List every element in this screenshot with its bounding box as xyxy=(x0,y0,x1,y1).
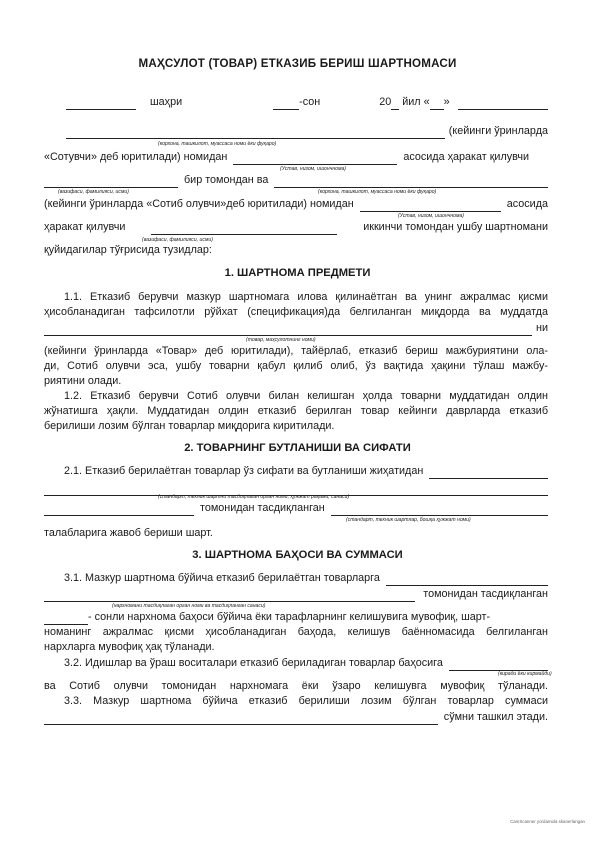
hint-buyer-basis: (Устав, низом, ишончнома) xyxy=(398,213,464,219)
parties-line-3 xyxy=(44,173,548,188)
standard-organ-blank[interactable] xyxy=(44,505,194,516)
packaging-blank[interactable] xyxy=(449,660,548,671)
s1-line-2: ҳисобланадиган тафсилотли рўйхат (спецификация)да белгиланган миқдорда ва муддатда xyxy=(44,306,548,318)
s3-line-8: 3.3. Мазкур шартнома бўйича етказиб берилиши лозим бўлган товарлар суммаси xyxy=(64,695,548,707)
hint-buyer-org: (корхона, ташкилот, муассаса номи ёки фуқаро) xyxy=(318,189,437,195)
month-blank[interactable] xyxy=(458,99,548,110)
s1-line-6: риятини олади. xyxy=(44,375,122,387)
parties-text-3: бир томондан ва xyxy=(184,174,269,186)
s1-line-3 xyxy=(44,321,548,336)
price-organ-blank-1[interactable] xyxy=(386,575,548,586)
document-title: МАҲСУЛОТ (ТОВАР) ЕТКАЗИБ БЕРИШ ШАРТНОМАСИ xyxy=(138,57,457,70)
s1-line-1: 1.1. Етказиб берувчи мазкур шартномага илова қилинаётган ва унинг ажралмас қисми xyxy=(64,291,548,303)
s3-text-9: сўмни ташкил этади. xyxy=(443,711,548,723)
day-blank[interactable] xyxy=(430,99,444,110)
s1-line-8: жўнатишга ҳақли. Муддатидан олдин етказиб берилган товар кейинги даврларда етказиб xyxy=(44,405,548,417)
price-organ-blank-2[interactable] xyxy=(44,591,415,602)
seller-rep-blank[interactable] xyxy=(44,177,178,188)
parties-text-4a: (кейинги ўринларда «Сотиб олувчи»деб юритилади) номидан xyxy=(44,198,354,210)
s3-line-4: номанинг ажралмас қисми ҳисобланадиган баҳода, келишув баённомасида белгиланган xyxy=(44,626,548,638)
s1-line-9: берилиши лозим бўлган товарлар миқдорига киритилади. xyxy=(44,420,335,432)
s3-line-1 xyxy=(44,571,548,586)
seller-name-blank[interactable] xyxy=(66,128,445,139)
parties-line-6: қуйидагилар тўғрисида тузидлар: xyxy=(44,244,212,256)
hint-seller-basis: (Устав, низом, ишончнома) xyxy=(280,166,346,172)
hint-price-organ: (нархномани тасдиқлаган орган номи ва тасдиқланган санаси) xyxy=(112,603,266,609)
total-sum-blank[interactable] xyxy=(44,714,438,725)
s2-text-1: 2.1. Етказиб берилаётган товарлар ўз сифати ва бутланиши жиҳатидан xyxy=(64,465,424,477)
s3-text-3: - сонли нархнома баҳоси бўйича ёки тарафларнинг келишувига мувофиқ, шарт- xyxy=(88,611,491,623)
year-blank[interactable] xyxy=(391,99,399,110)
parties-text-5b: иккинчи томондан ушбу шартномани xyxy=(363,221,548,233)
hint-seller-org: (корхона, ташкилот, муассаса номи ёки фуқаро) xyxy=(158,141,277,147)
s2-line-4: талабларига жавоб бериши шарт. xyxy=(44,527,213,539)
parties-text-4b: асосида xyxy=(506,198,548,210)
s3-text-2: томонидан тасдиқланган xyxy=(423,588,548,600)
parties-line-4 xyxy=(44,197,548,212)
standard-doc-blank[interactable] xyxy=(331,505,548,516)
s3-line-5: нархларга мувофиқ ҳақ тўланади. xyxy=(44,641,215,653)
parties-line-2 xyxy=(44,150,548,165)
s3-line-7: ва Сотиб олувчи томонидан нархномага ёки ўзаро келишувга мувофиқ тўланади. xyxy=(44,680,548,692)
parties-text-1: (кейинги ўринларда xyxy=(448,125,548,137)
year-prefix: 20 xyxy=(379,96,392,108)
hint-standard-organ: (стандарт, техник шартни тасдиқлаган орган номи, ҳужжат рақами, санаси) xyxy=(158,494,350,500)
price-list-number-blank[interactable] xyxy=(44,614,88,625)
s1-line-4: (кейинги ўринларда «Товар» деб юритилади), тайёрлаб, етказиб бериш мажбуриятини ола- xyxy=(44,345,548,357)
city-blank[interactable] xyxy=(66,99,136,110)
year-word: йил « xyxy=(402,96,430,108)
hint-standard-doc: (стандарт, техник шартлар, бошқа ҳужжат номи) xyxy=(346,517,471,523)
buyer-rep-blank[interactable] xyxy=(151,224,337,235)
hint-buyer-rep: (вазифаси, фамилияси, исми) xyxy=(142,237,213,243)
parties-text-5a: ҳаракат қилувчи xyxy=(44,221,126,233)
goods-name-blank[interactable] xyxy=(44,325,532,336)
header-line xyxy=(66,95,548,110)
scanner-footer: CamScanner yordamida skanerlangan xyxy=(510,819,585,824)
s3-line-2 xyxy=(44,587,548,602)
s3-text-6: 3.2. Идишлар ва ўраш воситалари етказиб бериладиган товарлар баҳосига xyxy=(64,657,443,669)
s1-text-3: ни xyxy=(536,322,548,334)
s3-line-3 xyxy=(44,610,548,625)
city-label: шаҳри xyxy=(150,96,183,108)
seller-basis-blank[interactable] xyxy=(233,154,397,165)
parties-text-2b: асосида ҳаракат қилувчи xyxy=(403,151,530,163)
s3-line-9 xyxy=(44,710,548,725)
s1-line-5: ди, Сотиб олувчи эса, ушбу товарни қабул қилиб олиб, ўз вақтида ҳақини тўлаш мажбу- xyxy=(44,360,548,372)
parties-line-1 xyxy=(66,124,548,139)
section-3-heading: 3. ШАРТНОМА БАҲОСИ ВА СУММАСИ xyxy=(192,549,403,561)
number-label: -сон xyxy=(299,96,321,108)
parties-line-5 xyxy=(44,220,548,235)
hint-seller-rep: (вазифаси, фамилияси, исми) xyxy=(58,189,129,195)
hint-goods-name: (товар, маҳсулотнинг номи) xyxy=(246,337,316,343)
parties-text-2a: «Сотувчи» деб юритилади) номидан xyxy=(44,151,228,163)
section-1-heading: 1. ШАРТНОМА ПРЕДМЕТИ xyxy=(224,267,371,279)
s2-text-3: томонидан тасдиқланган xyxy=(200,502,325,514)
s1-line-7: 1.2. Етказиб берувчи Сотиб олувчи билан келишган ҳолда товарни муддатидан олдин xyxy=(64,390,548,402)
section-2-heading: 2. ТОВАРНИНГ БУТЛАНИШИ ВА СИФАТИ xyxy=(184,442,411,454)
s2-line-3 xyxy=(44,501,548,516)
buyer-name-blank[interactable] xyxy=(274,177,548,188)
s3-line-6 xyxy=(44,656,548,671)
hint-packaging: (киради ёки кирмайди) xyxy=(498,671,552,677)
s3-text-1: 3.1. Мазкур шартнома бўйича етказиб берилаётган товарларга xyxy=(64,572,380,584)
buyer-basis-blank[interactable] xyxy=(360,201,501,212)
s2-line-1 xyxy=(44,464,548,479)
quality-blank-1[interactable] xyxy=(429,468,548,479)
number-blank[interactable] xyxy=(273,99,299,110)
quote-close: » xyxy=(443,96,450,108)
